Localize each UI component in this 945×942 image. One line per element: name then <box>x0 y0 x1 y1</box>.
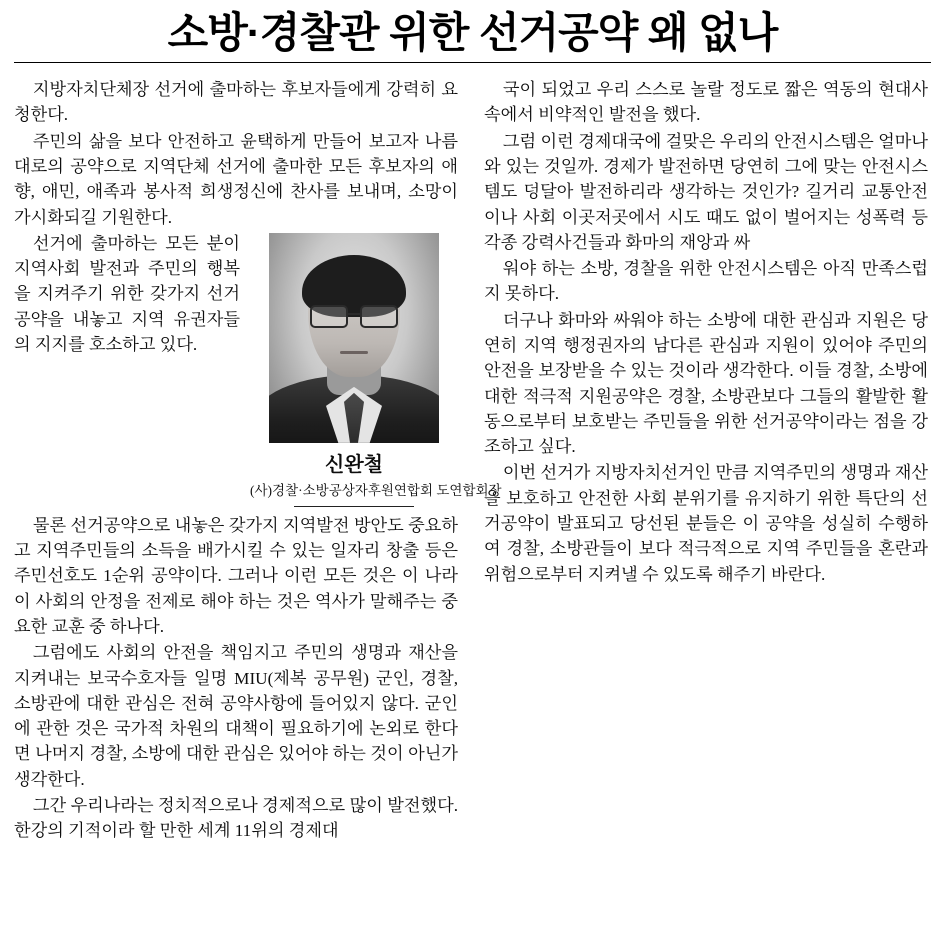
portrait-photo <box>269 233 439 443</box>
glasses-right-lens <box>360 305 398 328</box>
paragraph: 더구나 화마와 싸워야 하는 소방에 대한 관심과 지원은 당연히 지역 행정권자의 남다른 관심과 지원이 있어야 주민의 안전을 보장받을 수 있는 것이라 생각한다. 이들 경찰, 소방에 대한 적극적 지원공약은 경찰, 소방관보다 그들의 활발한 활동으로부터 보호받는 주민들을 위한 선거공약이라는 점을 강조하고 싶다. <box>484 310 928 457</box>
paragraph: 그럼에도 사회의 안전을 책임지고 주민의 생명과 재산을 지켜내는 보국수호자들 일명 MIU(제복 공무원) 군인, 경찰, 소방관에 대한 관심은 전혀 공약사항에 들어있지 않다. 군인에 관한 것은 국가적 차원의 대책이 필요하기에 논외로 한다면 나머지 경찰, 소방에 대한 관심은 있어야 하는 것이 아닌가 생각한다. <box>14 643 458 789</box>
paragraph: 주민의 삶을 보다 안전하고 윤택하게 만들어 보고자 나름대로의 공약으로 지역단체 선거에 출마한 모든 후보자의 애향, 애민, 애족과 봉사적 희생정신에 찬사를 보내며, 소망이 가시화되길 기원한다. <box>14 131 458 227</box>
author-title: (사)경찰·소방공상자후원연합회 도연합회장 <box>250 483 502 499</box>
paragraph: 그럼 이런 경제대국에 걸맞은 우리의 안전시스템은 얼마나 와 있는 것일까. 경제가 발전하면 당연히 그에 맞는 안전시스템도 덩달아 발전하리라 생각하는 것인가? 길거리 교통안전이나 사회 이곳저곳에서 시도 때도 없이 벌어지는 성폭력 등 각종 강력사건들과 화마의 재앙과 싸 <box>484 131 928 252</box>
left-column <box>14 77 502 844</box>
glasses-icon <box>308 305 400 325</box>
paragraph: 국이 되었고 우리 스스로 놀랄 정도로 짧은 역동의 현대사 속에서 비약적인 발전을 했다. <box>484 80 928 125</box>
glasses-bridge <box>348 313 360 315</box>
paragraph: 이번 선거가 지방자치선거인 만큼 지역주민의 생명과 재산을 보호하고 안전한 사회 분위기를 유지하기 위한 특단의 선거공약이 발표되고 당선된 분들은 이 공약을 성실히 수행하여 경찰, 소방관들이 보다 적극적으로 지역 주민들을 혼란과 위험으로부터 지켜낼 수 있도록 해주기 바란다. <box>484 463 928 584</box>
right-column <box>484 77 928 588</box>
paragraph: 선거에 출마하는 모든 분이 지역사회 발전과 주민의 행복을 지켜주기 위한 갖가지 선거공약을 내놓고 지역 유권자들의 지지를 호소하고 있다. <box>14 233 240 354</box>
author-name: 신완철 <box>325 453 383 476</box>
page-title: 소방·경찰관 위한 선거공약 왜 없나 <box>167 9 778 56</box>
paragraph: 그간 우리나라는 정치적으로나 경제적으로 많이 발전했다. 한강의 기적이라 할 만한 세계 11위의 경제대 <box>14 795 458 841</box>
headline-divider <box>14 62 931 63</box>
article-columns <box>14 77 931 844</box>
mouth-shape <box>340 351 368 354</box>
glasses-left-lens <box>310 305 348 328</box>
paragraph: 워야 하는 소방, 경찰을 위한 안전시스템은 아직 만족스럽지 못하다. <box>484 259 928 304</box>
author-photo-block <box>250 233 502 507</box>
paragraph: 지방자치단체장 선거에 출마하는 후보자들에게 강력히 요청한다. <box>14 80 458 125</box>
newspaper-article-page <box>0 10 945 942</box>
byline-divider <box>294 506 414 507</box>
paragraph: 물론 선거공약으로 내놓은 갖가지 지역발전 방안도 중요하고 지역주민들의 소득을 배가시킬 수 있는 일자리 창출 등은 주민선호도 1순위 공약이다. 그러나 이런 모든 것은 이 나라 이 사회의 안정을 전제로 해야 하는 것은 역사가 말해주는 중요한 교훈 중 하나다. <box>14 515 458 636</box>
